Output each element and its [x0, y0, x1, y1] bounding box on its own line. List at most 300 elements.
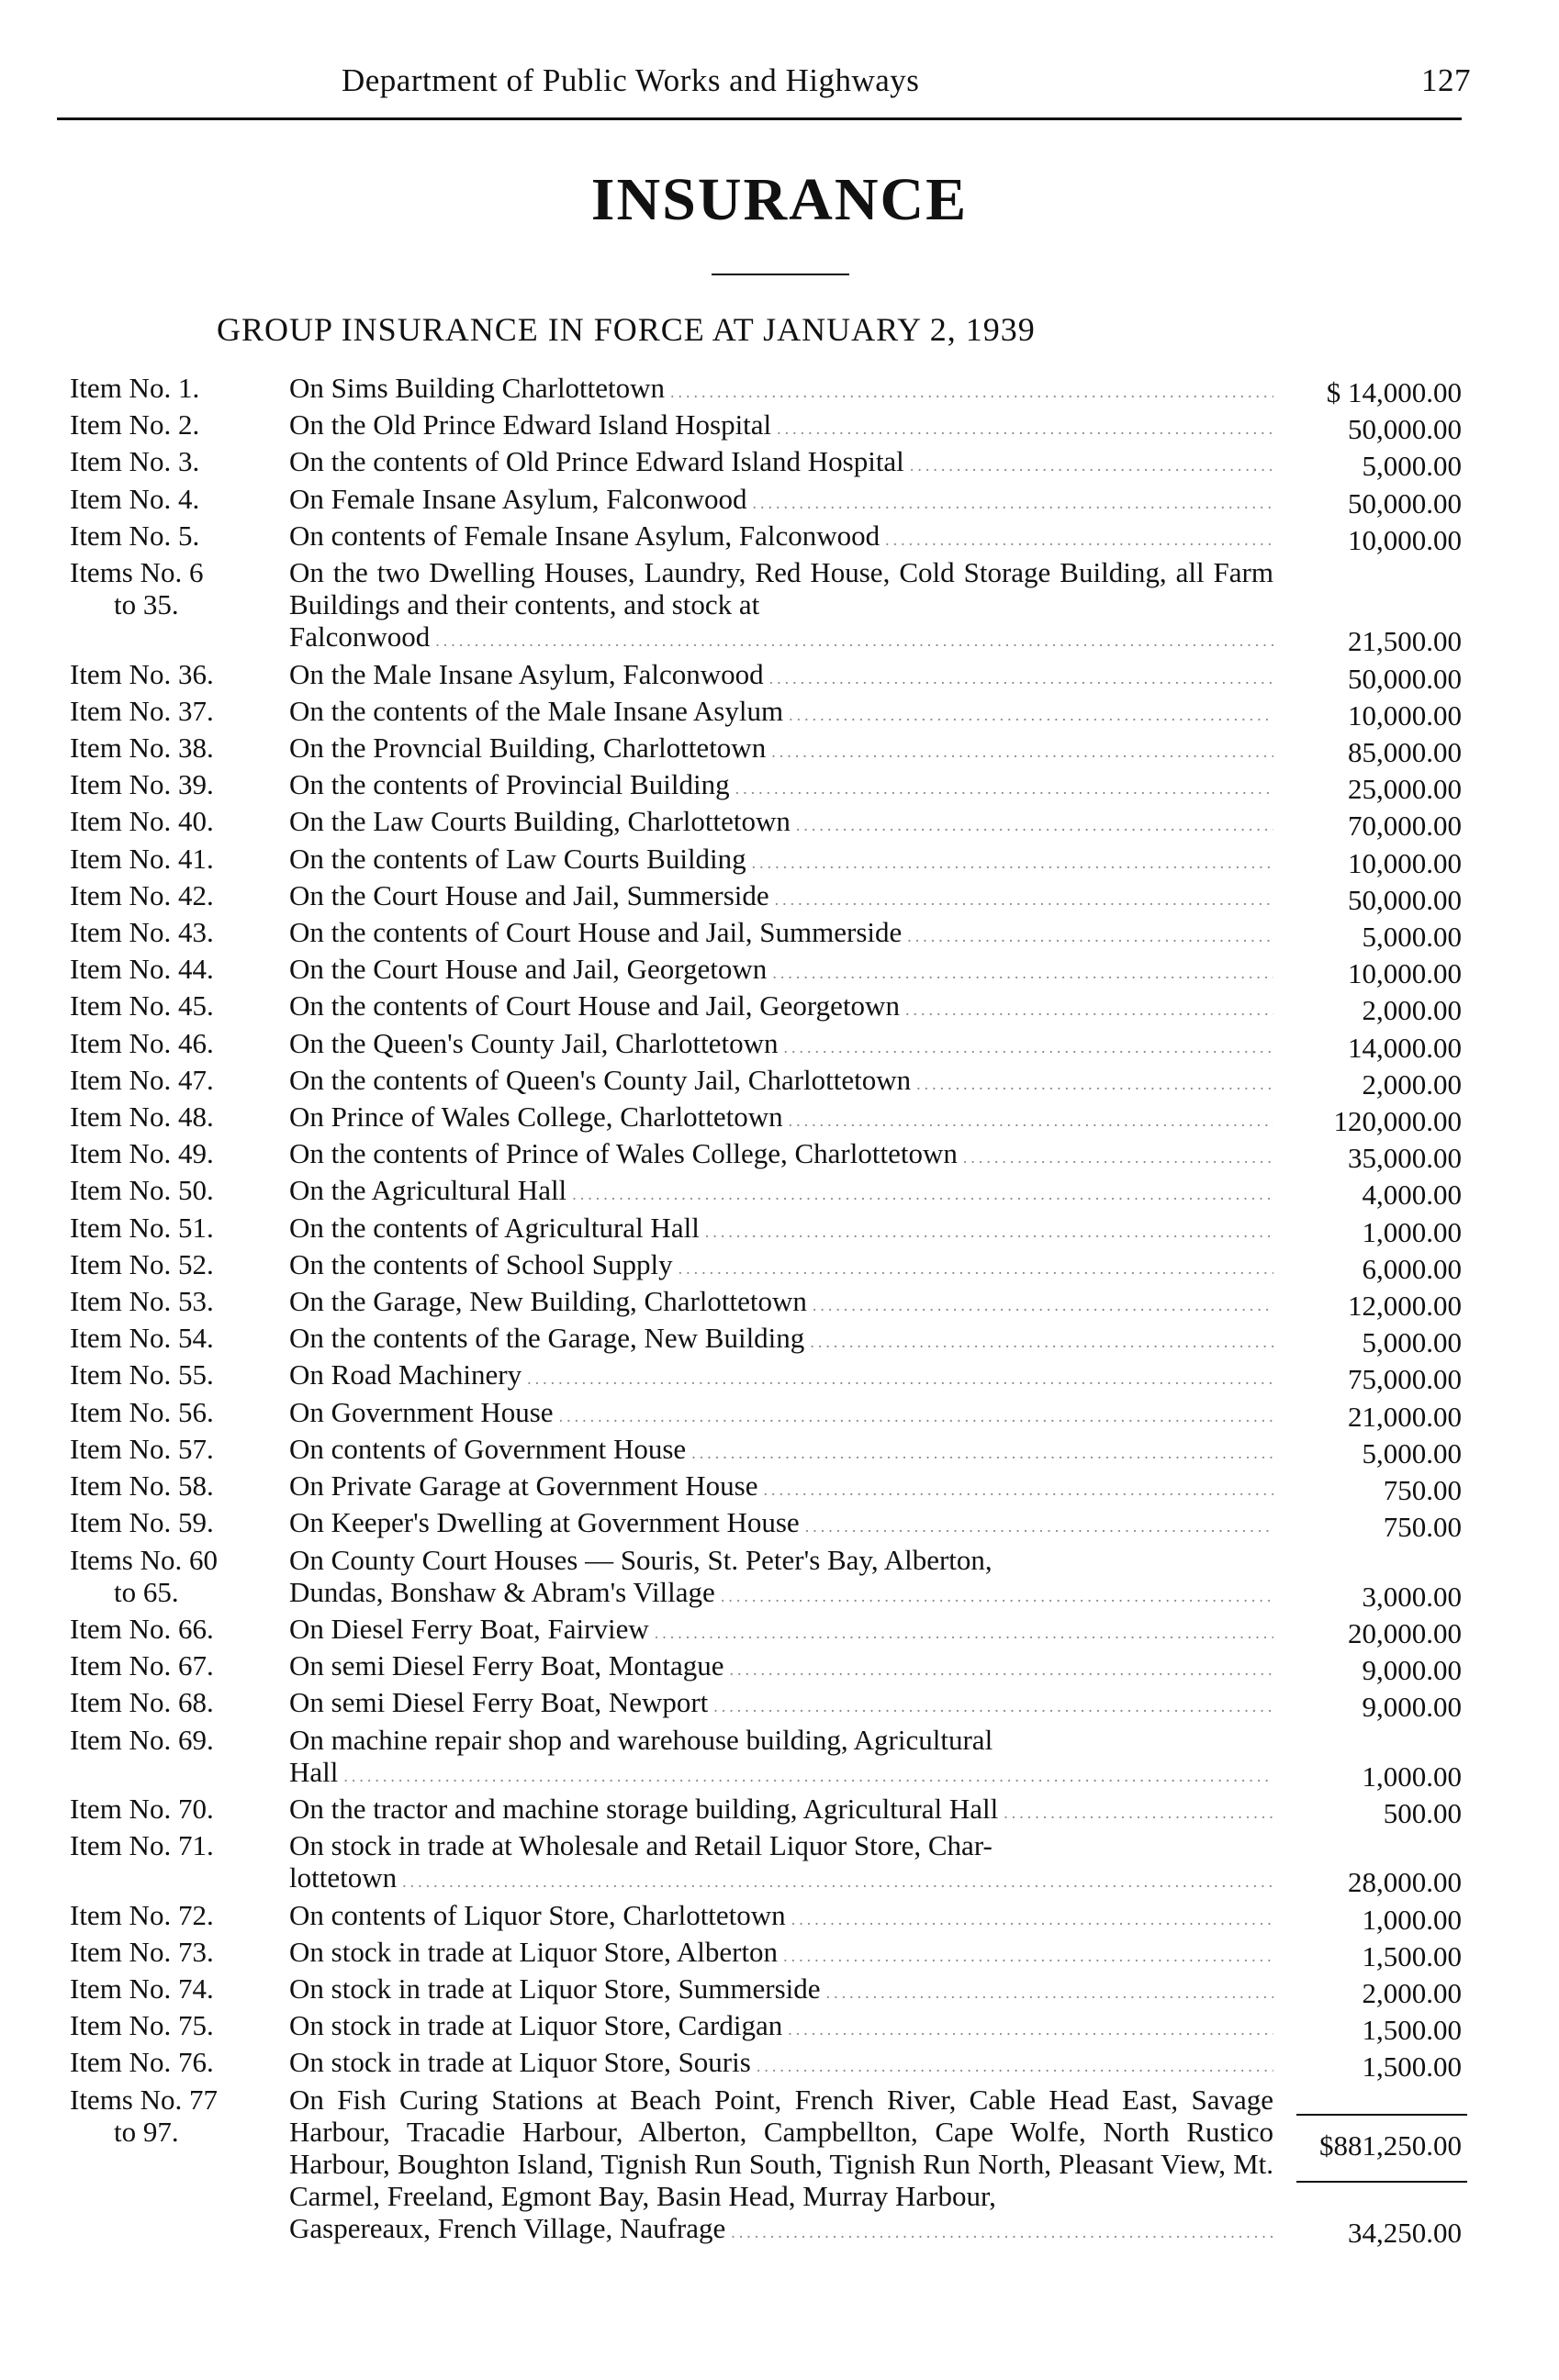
dot-leader	[786, 1904, 1273, 1936]
item-number	[70, 768, 258, 800]
item-description-text: On contents of Government House	[289, 1432, 687, 1465]
item-description	[289, 445, 1273, 482]
item-description-text: On the Garage, New Building, Charlottetown	[289, 1285, 807, 1318]
item-description	[289, 2046, 1273, 2083]
list-item	[0, 1396, 1559, 1433]
item-number	[70, 1613, 258, 1645]
item-description-text: On Female Insane Asylum, Falconwood	[289, 482, 747, 515]
list-item	[0, 520, 1559, 556]
item-description-text: On the contents of Law Courts Building	[289, 842, 746, 875]
list-item	[0, 1972, 1559, 2009]
item-description	[289, 843, 1273, 879]
list-item	[0, 1613, 1559, 1649]
item-number	[70, 1396, 258, 1428]
item-description-text: On the Court House and Jail, Summerside	[289, 878, 769, 911]
dot-leader	[766, 736, 1273, 768]
item-number	[70, 483, 258, 515]
item-number	[70, 408, 258, 441]
item-number-label: Item No. 42.	[70, 878, 214, 911]
item-number-label: Item No. 48.	[70, 1101, 214, 1134]
dot-leader	[804, 1326, 1273, 1358]
list-item	[0, 989, 1559, 1026]
total-rule-bottom	[1296, 2181, 1467, 2183]
item-number-label: Item No. 53.	[70, 1285, 214, 1318]
list-item	[0, 732, 1559, 768]
dot-leader	[700, 1216, 1273, 1248]
dot-leader	[397, 1866, 1273, 1898]
list-item	[0, 1101, 1559, 1137]
item-amount: 2,000.00	[1362, 994, 1462, 1027]
list-item	[0, 445, 1559, 482]
item-amount: 120,000.00	[1333, 1105, 1462, 1138]
item-description	[289, 1899, 1273, 1936]
dot-leader	[911, 1068, 1273, 1101]
item-number	[70, 2084, 258, 2148]
item-number	[70, 445, 258, 477]
item-description-text: On the contents of School Supply	[289, 1247, 673, 1280]
item-amount: 21,500.00	[1348, 625, 1462, 658]
item-description	[289, 916, 1273, 953]
item-description	[289, 1469, 1273, 1506]
item-number	[70, 732, 258, 764]
item-number	[70, 879, 258, 911]
item-amount: 9,000.00	[1362, 1654, 1462, 1687]
item-amount: 2,000.00	[1362, 1067, 1462, 1101]
item-number-label: Item No. 76.	[70, 2046, 214, 2079]
item-description	[289, 1101, 1273, 1137]
dot-leader	[673, 1253, 1273, 1285]
dot-leader	[757, 1474, 1273, 1506]
item-description-text: On semi Diesel Ferry Boat, Newport	[289, 1686, 709, 1719]
dot-leader	[880, 524, 1273, 556]
item-description-text: On the Law Courts Building, Charlottetown	[289, 805, 791, 838]
dot-leader	[771, 413, 1273, 445]
list-item	[0, 1936, 1559, 1972]
item-description	[289, 1649, 1273, 1686]
item-number-label: Item No. 75.	[70, 2009, 214, 2042]
item-description-text: On Diesel Ferry Boat, Fairview	[289, 1612, 649, 1645]
item-amount: 10,000.00	[1348, 957, 1462, 990]
item-number-label: Items No. 6	[70, 556, 204, 589]
item-number	[70, 1686, 258, 1718]
item-amount: 50,000.00	[1348, 413, 1462, 446]
dot-leader	[522, 1363, 1273, 1395]
item-number-label: Items No. 77	[70, 2083, 219, 2116]
dot-leader	[724, 1654, 1273, 1686]
dot-leader	[708, 1691, 1273, 1723]
item-description	[289, 879, 1273, 916]
item-amount: 21,000.00	[1348, 1400, 1462, 1433]
title-underline	[712, 274, 849, 275]
item-amount: 70,000.00	[1348, 810, 1462, 843]
item-number	[70, 372, 258, 404]
list-item	[0, 1793, 1559, 1829]
item-description	[289, 2084, 1273, 2250]
list-item	[0, 1358, 1559, 1395]
item-description-text: On the contents of Court House and Jail, Summerside	[289, 916, 903, 949]
item-amount: 1,500.00	[1362, 2050, 1462, 2084]
item-description-text: On the Court House and Jail, Georgetown	[289, 953, 768, 986]
item-description-last-line: lottetown	[289, 1861, 398, 1894]
item-description	[289, 1724, 1273, 1793]
item-amount: 28,000.00	[1348, 1866, 1462, 1899]
item-amount: 750.00	[1383, 1474, 1462, 1507]
item-amount: 750.00	[1383, 1511, 1462, 1544]
item-number-label: Item No. 57.	[70, 1432, 214, 1465]
dot-leader	[782, 2014, 1273, 2046]
item-amount: 5,000.00	[1362, 1326, 1462, 1359]
list-item	[0, 953, 1559, 989]
item-number-label: Item No. 52.	[70, 1247, 214, 1280]
item-description	[289, 1686, 1273, 1723]
dot-leader	[783, 699, 1273, 732]
item-description	[289, 695, 1273, 732]
list-item	[0, 1027, 1559, 1064]
item-number-label: Item No. 73.	[70, 1935, 214, 1968]
item-number-label: Item No. 43.	[70, 916, 214, 949]
item-description	[289, 1544, 1273, 1613]
item-description-text: On semi Diesel Ferry Boat, Montague	[289, 1649, 724, 1682]
item-description	[289, 1137, 1273, 1174]
item-number-label: Item No. 67.	[70, 1649, 214, 1682]
running-head-title: Department of Public Works and Highways	[342, 62, 920, 98]
page-number: 127	[1421, 62, 1471, 98]
item-number	[70, 1174, 258, 1206]
item-amount: $ 14,000.00	[1326, 376, 1462, 408]
list-item	[0, 1829, 1559, 1898]
subtitle: GROUP INSURANCE IN FORCE AT JANUARY 2, 1939	[217, 311, 1036, 348]
list-item	[0, 1686, 1559, 1723]
item-amount: 50,000.00	[1348, 486, 1462, 520]
item-description-text: On the contents of the Garage, New Building	[289, 1322, 805, 1355]
item-description	[289, 1064, 1273, 1101]
item-number	[70, 1027, 258, 1059]
item-description	[289, 1433, 1273, 1469]
item-number	[70, 1064, 258, 1096]
item-description-last-line: Hall	[289, 1755, 339, 1788]
item-description	[289, 1936, 1273, 1972]
item-number	[70, 1212, 258, 1244]
item-amount: 20,000.00	[1348, 1616, 1462, 1649]
list-item	[0, 768, 1559, 805]
item-number	[70, 695, 258, 727]
dot-leader	[686, 1437, 1273, 1469]
item-description-text: On contents of Liquor Store, Charlottetown	[289, 1898, 786, 1931]
item-description	[289, 1285, 1273, 1322]
list-item	[0, 1649, 1559, 1686]
item-description-text: On contents of Female Insane Asylum, Falconwood	[289, 519, 880, 552]
item-description-text: On stock in trade at Wholesale and Retail Liquor Store, Char-	[289, 1829, 993, 1862]
list-item	[0, 2084, 1559, 2250]
item-description-text: On the Old Prince Edward Island Hospital	[289, 408, 772, 441]
item-description-text: On the contents of Queen's County Jail, Charlottetown	[289, 1063, 912, 1096]
list-item	[0, 1064, 1559, 1101]
item-number	[70, 1285, 258, 1317]
item-number-label: Item No. 37.	[70, 694, 214, 727]
item-description	[289, 483, 1273, 520]
item-amount: 3,000.00	[1362, 1580, 1462, 1613]
item-amount: 1,500.00	[1362, 2014, 1462, 2047]
item-number-label: Item No. 66.	[70, 1612, 214, 1645]
item-number	[70, 1469, 258, 1502]
item-number-label: Item No. 74.	[70, 1972, 214, 2005]
item-description-text: On stock in trade at Liquor Store, Summerside	[289, 1972, 821, 2005]
item-number-label: Item No. 38.	[70, 732, 214, 765]
list-item	[0, 1248, 1559, 1285]
item-description	[289, 1174, 1273, 1211]
item-amount: 25,000.00	[1348, 773, 1462, 806]
item-amount: 4,000.00	[1362, 1179, 1462, 1212]
list-item	[0, 1544, 1559, 1613]
dot-leader	[821, 1977, 1273, 2009]
dot-leader	[769, 884, 1273, 916]
item-number-label: Item No. 3.	[70, 445, 200, 478]
dot-leader	[554, 1401, 1273, 1433]
item-description	[289, 732, 1273, 768]
item-description	[289, 768, 1273, 805]
insurance-items-list	[0, 372, 1559, 2250]
item-description	[289, 1248, 1273, 1285]
item-description-text: On the Agricultural Hall	[289, 1174, 567, 1207]
dot-leader	[767, 957, 1273, 989]
dot-leader	[751, 2050, 1273, 2083]
item-number	[70, 1101, 258, 1133]
item-description	[289, 805, 1273, 842]
list-item	[0, 695, 1559, 732]
item-number	[70, 520, 258, 552]
item-number	[70, 556, 258, 620]
list-item	[0, 658, 1559, 695]
list-item	[0, 1899, 1559, 1936]
list-item	[0, 916, 1559, 953]
item-amount: 34,250.00	[1348, 2217, 1462, 2250]
item-description-text: On stock in trade at Liquor Store, Cardigan	[289, 2009, 783, 2042]
dot-leader	[800, 1511, 1273, 1543]
item-number-label: Item No. 69.	[70, 1723, 214, 1756]
item-description	[289, 556, 1273, 658]
item-number	[70, 2009, 258, 2041]
dot-leader	[764, 663, 1273, 695]
dot-leader	[958, 1142, 1273, 1174]
dot-leader	[904, 450, 1273, 482]
header-rule	[57, 117, 1462, 120]
list-item	[0, 805, 1559, 842]
list-item	[0, 1469, 1559, 1506]
dot-leader	[665, 376, 1273, 408]
item-amount: 12,000.00	[1348, 1290, 1462, 1323]
dot-leader	[807, 1290, 1273, 1322]
dot-leader	[779, 1032, 1273, 1064]
item-number	[70, 1433, 258, 1465]
item-number-label: Item No. 47.	[70, 1063, 214, 1096]
dot-leader	[746, 847, 1273, 879]
item-number-label: Item No. 59.	[70, 1506, 214, 1539]
item-number	[70, 953, 258, 985]
item-description-text: On the contents of Court House and Jail, Georgetown	[289, 989, 900, 1022]
list-item	[0, 879, 1559, 916]
item-description	[289, 1027, 1273, 1064]
list-item	[0, 1506, 1559, 1543]
item-description-text: On stock in trade at Liquor Store, Alberton	[289, 1935, 779, 1968]
item-description-text: On the contents of the Male Insane Asylum	[289, 694, 784, 727]
item-amount: 1,000.00	[1362, 1903, 1462, 1936]
item-amount: 2,000.00	[1362, 1976, 1462, 2009]
item-description-text: On machine repair shop and warehouse building, Agricultural	[289, 1723, 993, 1756]
dot-leader	[900, 994, 1273, 1026]
dot-leader	[715, 1581, 1273, 1613]
item-amount: 5,000.00	[1362, 1436, 1462, 1469]
item-number-range-end: to 65.	[114, 1575, 179, 1608]
item-description	[289, 1396, 1273, 1433]
item-number	[70, 1649, 258, 1682]
item-description-last-line: Gaspereaux, French Village, Naufrage	[289, 2212, 726, 2245]
dot-leader	[725, 2217, 1273, 2249]
dot-leader	[778, 1940, 1273, 1972]
list-item	[0, 2009, 1559, 2046]
total-rule-top	[1296, 2114, 1467, 2116]
item-amount: 5,000.00	[1362, 921, 1462, 954]
item-amount: 5,000.00	[1362, 450, 1462, 483]
dot-leader	[783, 1105, 1273, 1137]
item-number-label: Item No. 39.	[70, 768, 214, 801]
item-description	[289, 520, 1273, 556]
item-description-text: On the Provncial Building, Charlottetown	[289, 732, 767, 765]
item-description	[289, 2009, 1273, 2046]
item-number-label: Item No. 45.	[70, 989, 214, 1022]
dot-leader	[998, 1797, 1273, 1829]
list-item	[0, 1433, 1559, 1469]
dot-leader	[338, 1760, 1273, 1793]
item-amount: 50,000.00	[1348, 662, 1462, 695]
item-description	[289, 1358, 1273, 1395]
section-title: INSURANCE	[590, 166, 969, 233]
list-item	[0, 1724, 1559, 1793]
item-amount: 35,000.00	[1348, 1142, 1462, 1175]
item-description	[289, 1322, 1273, 1358]
item-number	[70, 1544, 258, 1608]
item-amount: 1,500.00	[1362, 1939, 1462, 1972]
item-number-label: Item No. 4.	[70, 482, 200, 515]
dot-leader	[649, 1617, 1273, 1649]
item-number-label: Item No. 51.	[70, 1211, 214, 1244]
item-number-label: Item No. 58.	[70, 1469, 214, 1503]
item-number-label: Item No. 68.	[70, 1686, 214, 1719]
item-number-label: Item No. 2.	[70, 408, 200, 441]
item-description-text: On Sims Building Charlottetown	[289, 372, 666, 404]
item-number	[70, 805, 258, 837]
item-description-text: On Government House	[289, 1395, 554, 1428]
item-number	[70, 1972, 258, 2005]
item-description	[289, 1793, 1273, 1829]
item-number	[70, 916, 258, 948]
list-item	[0, 1212, 1559, 1248]
item-description-text: On stock in trade at Liquor Store, Souris	[289, 2046, 751, 2079]
item-description	[289, 408, 1273, 445]
item-description	[289, 1972, 1273, 2009]
list-item	[0, 1174, 1559, 1211]
item-amount: 75,000.00	[1348, 1363, 1462, 1396]
dot-leader	[791, 810, 1273, 842]
item-number-label: Item No. 50.	[70, 1174, 214, 1207]
item-description	[289, 1506, 1273, 1543]
item-number-range-end: to 35.	[114, 588, 179, 621]
item-number	[70, 658, 258, 690]
item-number	[70, 1248, 258, 1280]
dot-leader	[902, 921, 1273, 953]
item-description	[289, 989, 1273, 1026]
item-number	[70, 1506, 258, 1538]
item-amount: 500.00	[1383, 1796, 1462, 1829]
item-amount: 14,000.00	[1348, 1031, 1462, 1064]
list-item	[0, 483, 1559, 520]
item-description	[289, 372, 1273, 408]
item-number-label: Item No. 44.	[70, 953, 214, 986]
item-number-label: Item No. 46.	[70, 1026, 214, 1059]
item-number-label: Item No. 70.	[70, 1792, 214, 1825]
item-description-text: On Keeper's Dwelling at Government House	[289, 1506, 800, 1539]
item-amount: 10,000.00	[1348, 523, 1462, 556]
item-amount: 9,000.00	[1362, 1691, 1462, 1724]
item-amount: 10,000.00	[1348, 846, 1462, 879]
item-description-text: On Prince of Wales College, Charlottetown	[289, 1101, 783, 1134]
item-description-last-line: Falconwood	[289, 620, 431, 654]
item-description-text: On County Court Houses — Souris, St. Peter's Bay, Alberton,	[289, 1543, 993, 1576]
item-description-text: On the Male Insane Asylum, Falconwood	[289, 657, 764, 690]
item-number	[70, 1936, 258, 1968]
item-description	[289, 953, 1273, 989]
item-number	[70, 1358, 258, 1391]
list-item	[0, 2046, 1559, 2083]
list-item	[0, 556, 1559, 658]
grand-total: $881,250.00	[1319, 2129, 1462, 2162]
item-description	[289, 658, 1273, 695]
item-number-label: Item No. 1.	[70, 372, 200, 404]
item-number	[70, 2046, 258, 2078]
item-number-label: Item No. 56.	[70, 1395, 214, 1428]
dot-leader	[566, 1179, 1273, 1211]
list-item	[0, 1322, 1559, 1358]
list-item	[0, 408, 1559, 445]
item-description-text: On the tractor and machine storage building, Agricultural Hall	[289, 1792, 999, 1825]
list-item	[0, 1137, 1559, 1174]
item-description-text: On the contents of Provincial Building	[289, 768, 730, 801]
item-description-text: On the Queen's County Jail, Charlottetown	[289, 1026, 779, 1059]
item-number	[70, 1724, 258, 1756]
list-item	[0, 1285, 1559, 1322]
item-number	[70, 1899, 258, 1931]
item-description-text: On the contents of Prince of Wales College, Charlottetown	[289, 1137, 958, 1170]
item-amount: 6,000.00	[1362, 1252, 1462, 1285]
item-description-text: On the contents of Agricultural Hall	[289, 1211, 700, 1244]
item-number-label: Items No. 60	[70, 1543, 219, 1576]
item-number	[70, 1322, 258, 1354]
dot-leader	[730, 773, 1273, 805]
item-number-label: Item No. 49.	[70, 1137, 214, 1170]
dot-leader	[430, 625, 1273, 657]
item-description-text: On the contents of Old Prince Edward Island Hospital	[289, 445, 904, 478]
item-description-text: On Private Garage at Government House	[289, 1469, 758, 1503]
item-number-label: Item No. 36.	[70, 657, 214, 690]
item-number-range-end: to 97.	[114, 2115, 179, 2148]
item-number-label: Item No. 55.	[70, 1358, 214, 1391]
item-number-label: Item No. 54.	[70, 1322, 214, 1355]
item-amount: 1,000.00	[1362, 1760, 1462, 1793]
item-description	[289, 1829, 1273, 1898]
dot-leader	[747, 487, 1273, 520]
item-number	[70, 1793, 258, 1825]
item-number	[70, 989, 258, 1022]
item-number-label: Item No. 41.	[70, 842, 214, 875]
